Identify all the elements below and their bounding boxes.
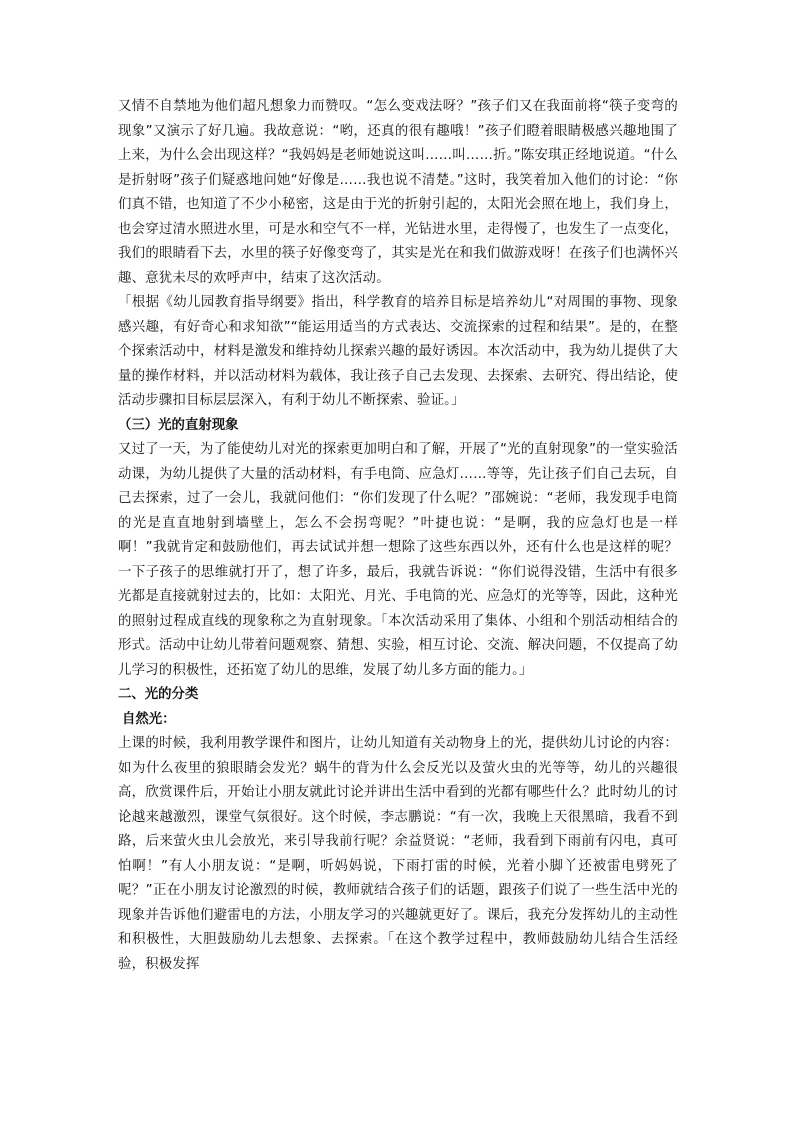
paragraph-chopsticks-activity: 又情不自禁地为他们超凡想象力而赞叹。“怎么变戏法呀？”孩子们又在我面前将“筷子变弯的现象”又演示了好几遍。我故意说：“哟，还真的很有趣哦！”孩子们瞪着眼睛极感兴趣地围了上来，为什么会出现这样？“我妈妈是老师她说这叫……叫……折。”陈安琪正经地说道。“什么是折射呀”孩子们疑惑地问她“好像是……我也说不清楚。”这时，我笑着加入他们的讨论：“你们真不错，也知道了不少小秘密，这是由于光的折射引起的，太阳光会照在地上，我们身上，也会穿过清水照进水里，可是水和空气不一样，光钻进水里，走得慢了，也发生了一点变化，我们的眼睛看下去，水里的筷子好像变弯了，其实是光在和我们做游戏呀！在孩子们也满怀兴趣、意犹未尽的欢呼声中，结束了这次活动。 xyxy=(118,99,678,286)
paragraph-natural-light-lesson: 上课的时候，我利用教学课件和图片，让幼儿知道有关动物身上的光，提供幼儿讨论的内容：如为什么夜里的狼眼睛会发光？蜗牛的背为什么会反光以及萤火虫的光等等，幼儿的兴趣很高，欣赏课件后，开始让小朋友就此讨论并讲出生活中看到的光都有哪些什么？此时幼儿的讨论越来越激烈，课堂气氛很好。这个时候，李志鹏说：“有一次，我晚上天很黑暗，我看不到路，后来萤火虫儿会放光，来引导我前行呢？余益贤说：“老师，我看到下雨前有闪电，真可怕啊！”有人小朋友说：“是啊，听妈妈说，下雨打雷的时候，光着小脚丫还被雷电劈死了呢？”正在小朋友讨论激烈的时候，教师就结合孩子们的话题，跟孩子们说了一些生活中光的现象并告诉他们避雷电的方法，小朋友学习的兴趣就更好了。课后，我充分发挥幼儿的主动性和积极性，大胆鼓励幼儿去想象、去探索。「在这个教学过程中，教师鼓励幼儿结合生活经验，积极发挥 xyxy=(118,736,678,972)
section-heading-direct-light: （三）光的直射现象 xyxy=(118,417,239,433)
document-page xyxy=(118,95,678,977)
paragraph-direct-light-activity: 又过了一天，为了能使幼儿对光的探索更加明白和了解，开展了“光的直射现象”的一堂实验活动课，为幼儿提供了大量的活动材料，有手电筒、应急灯……等等，先让孩子们自己去玩，自己去探索，过了一会儿，我就问他们：“你们发现了什么呢？”邵婉说：“老师，我发现手电筒的光是直直地射到墙壁上，怎么不会拐弯呢？”叶捷也说：“是啊，我的应急灯也是一样啊！”我就肯定和鼓励他们，再去试试并想一想除了这些东西以外，还有什么也是这样的呢？一下子孩子的思维就打开了，想了许多，最后，我就告诉说：“你们说得没错，生活中有很多光都是直接就射过去的，比如：太阳光、月光、手电筒的光、应急灯的光等等，因此，这种光的照射过程成直线的现象称之为直射现象。「本次活动采用了集体、小组和个别活动相结合的形式。活动中让幼儿带着问题观察、猜想、实验，相互讨论、交流、解决问题，不仅提高了幼儿学习的积极性，还拓宽了幼儿的思维，发展了幼儿多方面的能力。」 xyxy=(118,442,678,678)
paragraph-guideline-reflection: 「根据《幼儿园教育指导纲要》指出，科学教育的培养目标是培养幼儿“对周围的事物、现象感兴趣，有好奇心和求知欲”“能运用适当的方式表达、交流探索的过程和结果”。是的，在整个探索活动中，材料是激发和维持幼儿探索兴趣的最好诱因。本次活动中，我为幼儿提供了大量的操作材料，并以活动材料为载体，我让孩子自己去发现、去探索、去研究、得出结论，使活动步骤扣目标层层深入，有利于幼儿不断探索、验证。」 xyxy=(118,295,678,408)
subheading-natural-light: 自然光： xyxy=(122,711,176,727)
section-heading-light-classification: 二、光的分类 xyxy=(118,687,199,702)
